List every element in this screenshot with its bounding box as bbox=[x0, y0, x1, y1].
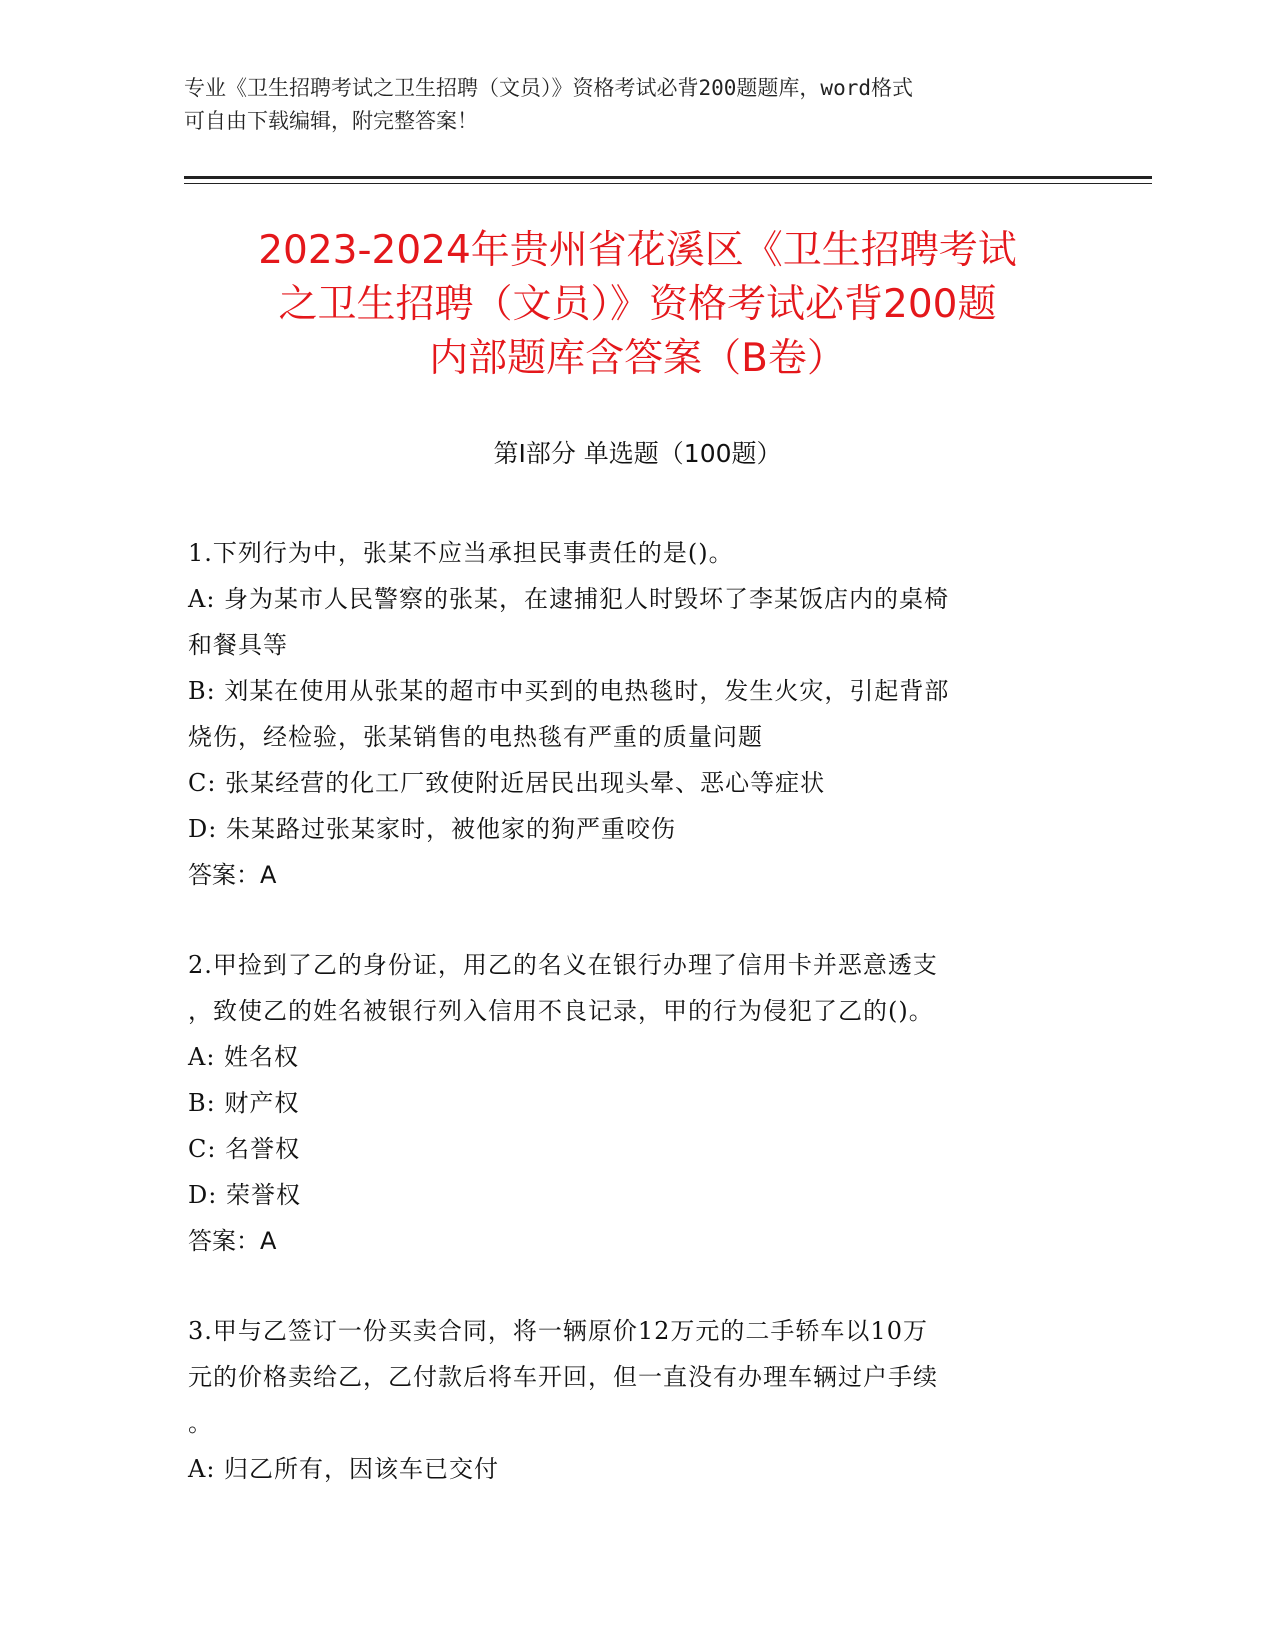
question-1-stem: 1.下列行为中，张某不应当承担民事责任的是()。 bbox=[188, 539, 734, 567]
question-2-option-d: D: 荣誉权 bbox=[188, 1181, 301, 1209]
question-2 bbox=[188, 942, 1078, 1264]
document-title-line-1: 2023-2024年贵州省花溪区《卫生招聘考试 bbox=[258, 228, 1017, 273]
question-3-stem-end: 。 bbox=[188, 1409, 213, 1437]
header-divider-thick bbox=[184, 176, 1152, 179]
question-1-option-a-cont: 和餐具等 bbox=[188, 631, 288, 659]
section-heading: 第Ⅰ部分 单选题（100题） bbox=[493, 439, 782, 468]
question-1-option-b: B: 刘某在使用从张某的超市中买到的电热毯时，发生火灾，引起背部 bbox=[188, 677, 950, 705]
question-2-option-a: A: 姓名权 bbox=[188, 1043, 300, 1071]
question-1-option-c: C: 张某经营的化工厂致使附近居民出现头晕、恶心等症状 bbox=[188, 769, 826, 797]
header-note-line-2: 可自由下载编辑，附完整答案！ bbox=[184, 109, 478, 133]
question-2-option-b: B: 财产权 bbox=[188, 1089, 300, 1117]
question-2-answer: 答案：A bbox=[188, 1227, 277, 1255]
question-3-stem-cont: 元的价格卖给乙，乙付款后将车开回，但一直没有办理车辆过户手续 bbox=[188, 1363, 938, 1391]
question-1 bbox=[188, 530, 1078, 898]
question-2-option-c: C: 名誉权 bbox=[188, 1135, 301, 1163]
question-3-option-a: A: 归乙所有，因该车已交付 bbox=[188, 1455, 500, 1483]
question-1-option-b-cont: 烧伤，经检验，张某销售的电热毯有严重的质量问题 bbox=[188, 723, 763, 751]
document-title-line-2: 之卫生招聘（文员）》资格考试必背200题 bbox=[278, 282, 997, 327]
question-1-answer: 答案：A bbox=[188, 861, 277, 889]
header-note bbox=[184, 72, 1064, 138]
question-1-option-a: A: 身为某市人民警察的张某，在逮捕犯人时毁坏了李某饭店内的桌椅 bbox=[188, 585, 950, 613]
question-2-stem: 2.甲捡到了乙的身份证，用乙的名义在银行办理了信用卡并恶意透支 bbox=[188, 951, 938, 979]
document-title bbox=[150, 224, 1125, 386]
header-note-line-1: 专业《卫生招聘考试之卫生招聘（文员）》资格考试必背200题题库，word格式 bbox=[184, 76, 913, 100]
document-title-line-3: 内部题库含答案（B卷） bbox=[429, 336, 846, 381]
question-2-stem-cont: ，致使乙的姓名被银行列入信用不良记录，甲的行为侵犯了乙的()。 bbox=[188, 997, 934, 1025]
question-3 bbox=[188, 1308, 1078, 1492]
question-3-stem: 3.甲与乙签订一份买卖合同，将一辆原价12万元的二手轿车以10万 bbox=[188, 1317, 928, 1345]
header-divider-thin bbox=[184, 183, 1152, 184]
question-1-option-d: D: 朱某路过张某家时，被他家的狗严重咬伤 bbox=[188, 815, 676, 843]
question-list bbox=[188, 530, 1078, 1536]
